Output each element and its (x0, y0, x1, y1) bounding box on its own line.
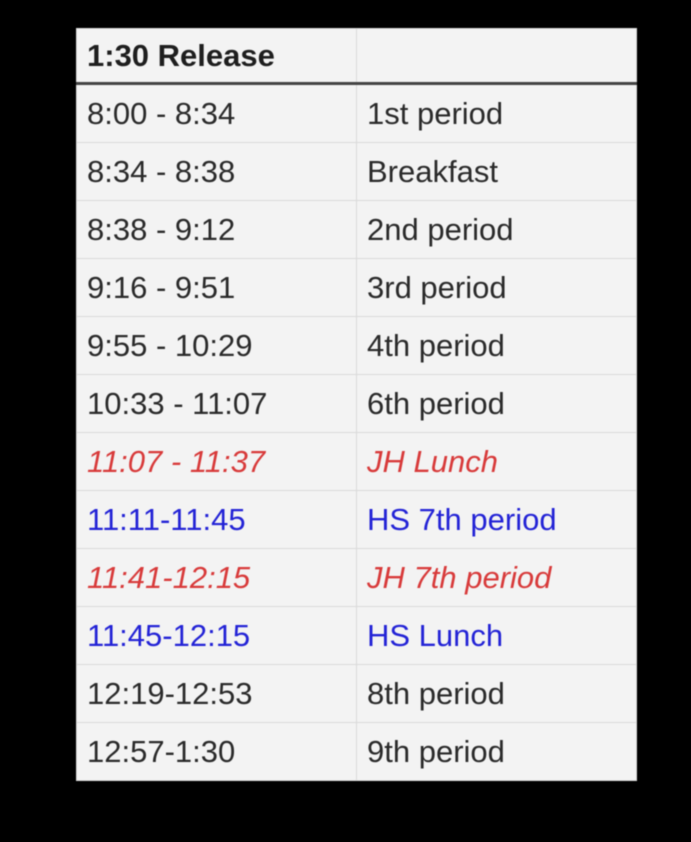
event-cell: Breakfast (357, 143, 637, 201)
table-row (77, 201, 637, 259)
time-cell: 8:38 - 9:12 (77, 201, 357, 259)
event-cell: 6th period (357, 375, 637, 433)
table-row-jh (77, 433, 637, 491)
table-row (77, 665, 637, 723)
event-cell: HS Lunch (357, 607, 637, 665)
schedule-table (76, 28, 637, 781)
event-cell: 2nd period (357, 201, 637, 259)
table-row (77, 375, 637, 433)
time-cell: 11:11-11:45 (77, 491, 357, 549)
table-row-hs (77, 491, 637, 549)
event-cell: 1st period (357, 84, 637, 143)
time-cell: 12:19-12:53 (77, 665, 357, 723)
time-cell: 12:57-1:30 (77, 723, 357, 781)
event-cell: 3rd period (357, 259, 637, 317)
schedule-title: 1:30 Release (77, 29, 357, 84)
event-cell: 8th period (357, 665, 637, 723)
time-cell: 11:45-12:15 (77, 607, 357, 665)
time-cell: 10:33 - 11:07 (77, 375, 357, 433)
event-cell: JH Lunch (357, 433, 637, 491)
time-cell: 8:34 - 8:38 (77, 143, 357, 201)
table-row (77, 84, 637, 143)
event-cell: JH 7th period (357, 549, 637, 607)
header-row (77, 29, 637, 84)
event-cell: HS 7th period (357, 491, 637, 549)
table-row (77, 317, 637, 375)
event-cell: 9th period (357, 723, 637, 781)
table-row (77, 143, 637, 201)
time-cell: 9:55 - 10:29 (77, 317, 357, 375)
table-row (77, 723, 637, 781)
time-cell: 9:16 - 9:51 (77, 259, 357, 317)
table-row-jh (77, 549, 637, 607)
table-row-hs (77, 607, 637, 665)
table-row (77, 259, 637, 317)
time-cell: 8:00 - 8:34 (77, 84, 357, 143)
time-cell: 11:07 - 11:37 (77, 433, 357, 491)
time-cell: 11:41-12:15 (77, 549, 357, 607)
header-empty-cell (357, 29, 637, 84)
event-cell: 4th period (357, 317, 637, 375)
